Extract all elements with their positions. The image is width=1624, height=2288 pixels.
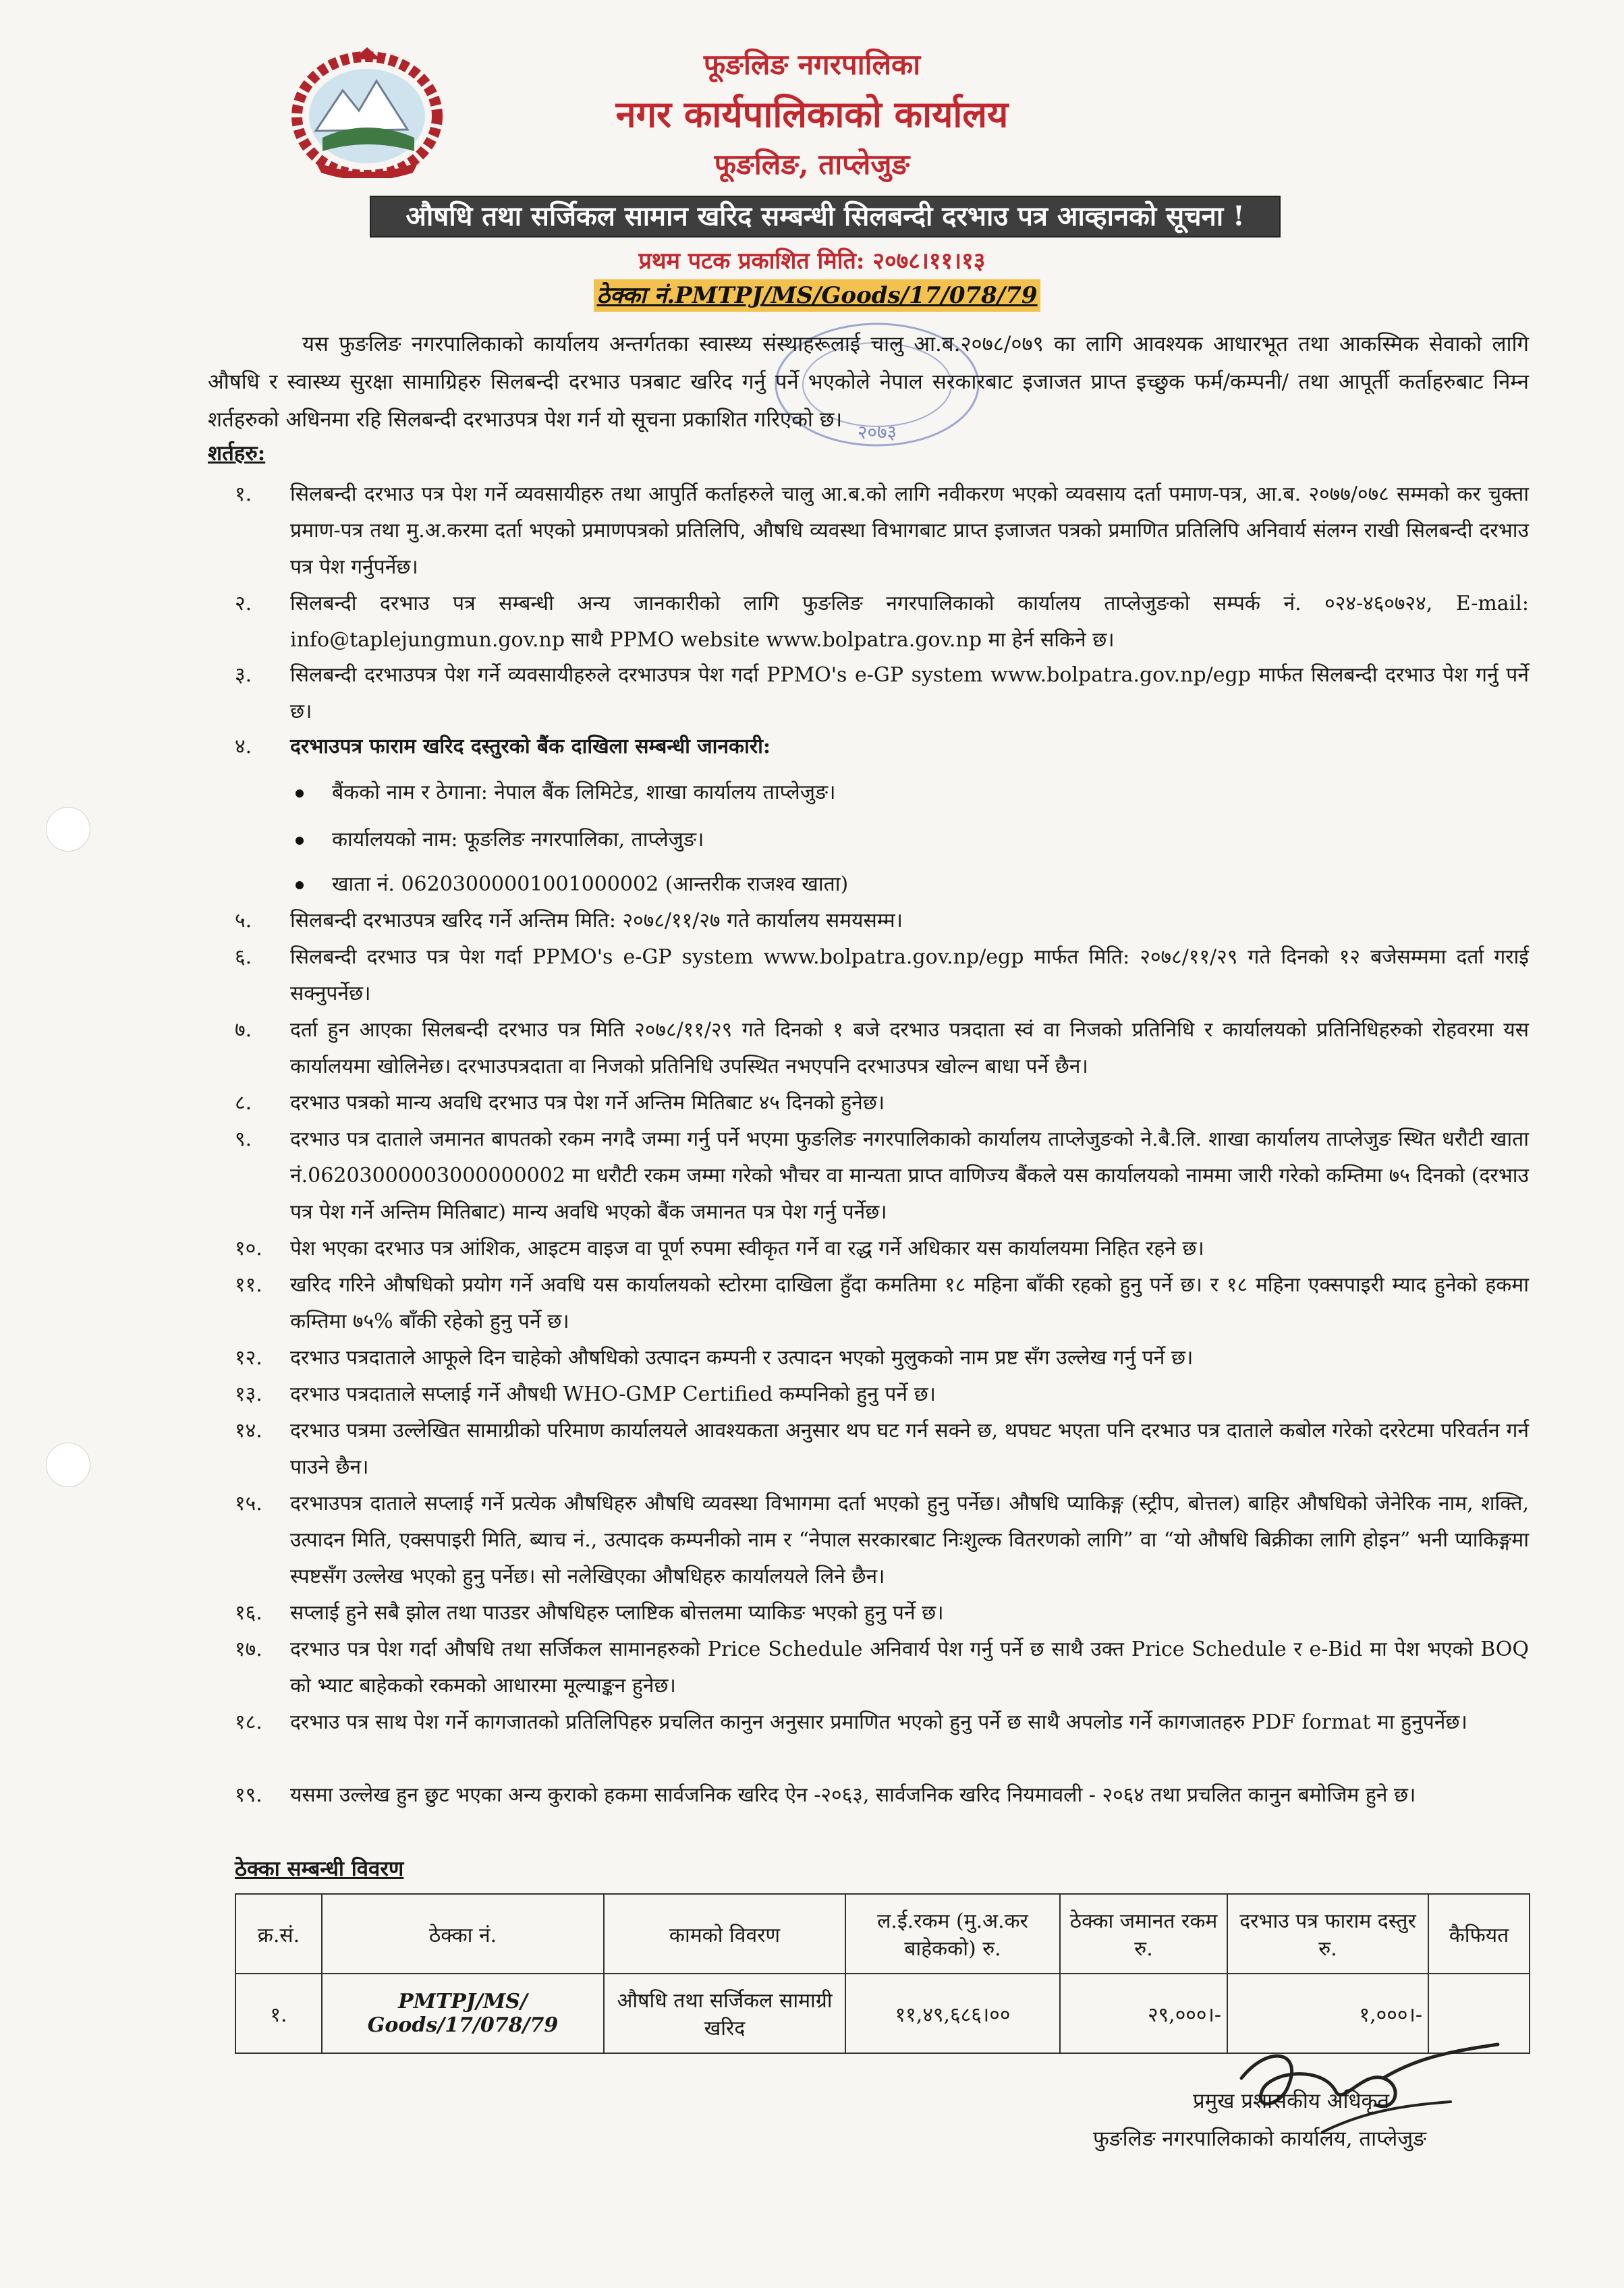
condition-number: ११. (235, 1273, 262, 1297)
condition-number: ४. (235, 735, 252, 758)
table-header-row (235, 1894, 1530, 1974)
stamp-year: २०७३ (857, 421, 897, 443)
conditions-heading: शर्तहरु: (208, 441, 266, 466)
table-cell: २९,०००।- (1060, 1974, 1227, 2053)
condition-number: ७. (235, 1018, 252, 1042)
table-header-cell: क्र.सं. (235, 1894, 322, 1974)
table-cell: १,०००।- (1227, 1974, 1428, 2053)
table-cell: ११,४९,६८६।०० (845, 1974, 1060, 2053)
condition-text: सिलबन्दी दरभाउपत्र पेश गर्ने व्यवसायीहरुले दरभाउपत्र पेश गर्दा PPMO's e-GP system www.bolpatra.gov.np/egp मार्फत सिलबन्दी दरभाउ पेश गर्नु पर्ने छ। (290, 663, 1529, 723)
intro-paragraph: यस फुङलिङ नगरपालिकाको कार्यालय अन्तर्गतका स्वास्थ्य संस्थाहरूलाई चालु आ.ब.२०७८/०७९ का लागि आवश्यक आधारभूत तथा आकस्मिक सेवाको लागि औषधि र स्वास्थ्य सुरक्षा सामाग्रिहरु सिलबन्दी दरभाउ पत्रबाट खरिद गर्नु पर्ने भएकोले नेपाल सरकारबाट इजाजत प्राप्त इच्छुक फर्म/कम्पनी/ तथा आपूर्ती कर्ताहरुबाट निम्न शर्तहरुको अधिनमा रहि सिलबन्दी दरभाउपत्र पेश गर्न यो सूचना प्रकाशित गरिएको छ। (208, 332, 1529, 432)
contract-number: ठेक्का नं.PMTPJ/MS/Goods/17/078/79 (594, 279, 1040, 312)
condition-text: दरभाउ पत्र पेश गर्दा औषधि तथा सर्जिकल सामानहरुको Price Schedule अनिवार्य पेश गर्नु पर्ने छ साथै उक्त Price Schedule र e-Bid मा पेश भएको BOQ को भ्याट बाहेकको रकमको आधारमा मूल्याङ्कन हुनेछ। (290, 1638, 1529, 1698)
table-heading: ठेक्का सम्बन्धी विवरण (235, 1857, 404, 1881)
condition-text: दर्ता हुन आएका सिलबन्दी दरभाउ पत्र मिति २०७८/११/२९ गते दिनको १ बजे दरभाउ पत्रदाता स्वं वा निजको प्रतिनिधि र कार्यालयको प्रतिनिधिहरुको रोहवरमा यस कार्यालयमा खोलिनेछ। दरभाउपत्रदाता वा निजको प्रतिनिधि उपस्थित नभएपनि दरभाउपत्र खोल्न बाधा पर्ने छैन। (290, 1018, 1529, 1078)
bullet-text: बैंकको नाम र ठेगाना: नेपाल बैंक लिमिटेड, शाखा कार्यालय ताप्लेजुङ। (332, 781, 836, 804)
condition-text: दरभाउपत्र फाराम खरिद दस्तुरको बैंक दाखिला सम्बन्धी जानकारी: (290, 735, 771, 758)
municipality-name: फूङलिङ नगरपालिका (703, 48, 921, 81)
condition-text: दरभाउ पत्र साथ पेश गर्ने कागजातको प्रतिलिपिहरु प्रचलित कानुन अनुसार प्रमाणित भएको हुनु पर्ने छ साथै अपलोड गर्ने कागजातहरु PDF format मा हुनुपर्नेछ। (290, 1710, 1467, 1734)
table-cell: PMTPJ/MS/ Goods/17/078/79 (322, 1974, 604, 2053)
condition-number: १२. (235, 1346, 262, 1370)
condition-number: ३. (235, 663, 252, 687)
bullet-text: खाता नं. 06203000001001000002 (आन्तरीक राजश्व खाता) (332, 872, 849, 896)
condition-text: दरभाउ पत्रदाताले सप्लाई गर्ने औषधी WHO-GMP Certified कम्पनिको हुनु पर्ने छ। (290, 1383, 936, 1406)
condition-text: पेश भएका दरभाउ पत्र आंशिक, आइटम वाइज वा पूर्ण रुपमा स्वीकृत गर्ने वा रद्ध गर्ने अधिकार यस कार्यालयमा निहित रहने छ। (290, 1237, 1204, 1260)
condition-text: यसमा उल्लेख हुन छुट भएका अन्य कुराको हकमा सार्वजनिक खरिद ऐन -२०६३, सार्वजनिक खरिद नियमावली - २०६४ तथा प्रचलित कानुन बमोजिम हुने छ। (290, 1783, 1416, 1807)
condition-text: दरभाउ पत्रको मान्य अवधि दरभाउ पत्र पेश गर्ने अन्तिम मितिबाट ४५ दिनको हुनेछ। (290, 1091, 885, 1115)
table-header-cell: ठेक्का नं. (322, 1894, 604, 1974)
condition-text: दरभाउ पत्र दाताले जमानत बापतको रकम नगदै जम्मा गर्नु पर्ने भएमा फुङलिङ नगरपालिकाको कार्यालय ताप्लेजुङको ने.बै.लि. शाखा कार्यालय ताप्लेजुङ स्थित धरौटी खाता नं.06203000003000000002 मा धरौटी रकम जम्मा गरेको भौचर वा मान्यता प्राप्त वाणिज्य बैंकले यस कार्यालयको नाममा जारी गरेको कम्तिमा ७५ दिनको (दरभाउ पत्र पेश गर्ने अन्तिम मितिबाट) मान्य अवधि भएको बैंक जमानत पत्र पेश गर्नु पर्नेछ। (290, 1127, 1529, 1224)
condition-number: ५. (235, 909, 252, 932)
table-header-cell: कामको विवरण (604, 1894, 845, 1974)
condition-number: १६. (235, 1601, 262, 1625)
condition-number: १४. (235, 1419, 262, 1443)
table-header-cell: ठेक्का जमानत रकम रु. (1060, 1894, 1227, 1974)
condition-text: दरभाउ पत्रदाताले आफूले दिन चाहेको औषधिको उत्पादन कम्पनी र उत्पादन भएको मुलुकको नाम प्रष्ट सँग उल्लेख गर्नु पर्ने छ। (290, 1346, 1194, 1370)
signatory-title: प्रमुख प्रशासकीय अधिकृत (1193, 2089, 1390, 2113)
condition-number: २. (235, 592, 252, 615)
condition-text: सप्लाई हुने सबै झोल तथा पाउडर औषधिहरु प्लाष्टिक बोत्तलमा प्याकिङ भएको हुनु पर्ने छ। (290, 1601, 944, 1625)
condition-text: सिलबन्दी दरभाउ पत्र पेश गर्दा PPMO's e-GP system www.bolpatra.gov.np/egp मार्फत मिति: २०७८/११/२९ गते दिनको १२ बजेसम्ममा दर्ता गराई सक्नुपर्नेछ। (290, 945, 1529, 1005)
condition-number: ८. (235, 1091, 252, 1115)
table-header-cell: ल.ई.रकम (मु.अ.कर बाहेकको) रु. (845, 1894, 1060, 1974)
table-cell: औषधि तथा सर्जिकल सामाग्री खरिद (604, 1974, 845, 2053)
condition-text: खरिद गरिने औषधिको प्रयोग गर्ने अवधि यस कार्यालयको स्टोरमा दाखिला हुँदा कमतिमा १८ महिना बाँकी रहको हुनु पर्ने छ। र १८ महिना एक्सपाइरी म्याद हुनेको हकमा कम्तिमा ७५% बाँकी रहेको हुनु पर्ने छ। (290, 1273, 1529, 1333)
condition-number: १०. (235, 1237, 262, 1260)
bullet-dot (296, 789, 304, 798)
bullet-text: कार्यालयको नाम: फूङलिङ नगरपालिका, ताप्लेजुङ। (332, 828, 704, 852)
notice-title: औषधि तथा सर्जिकल सामान खरिद सम्बन्धी सिलबन्दी दरभाउ पत्र आव्हानको सूचना ! (370, 196, 1281, 238)
punch-hole-lower (46, 1443, 90, 1487)
condition-number: १८. (235, 1710, 262, 1734)
condition-number: १. (235, 482, 252, 506)
office-location: फूङलिङ, ताप्लेजुङ (714, 148, 910, 181)
condition-number: ९. (235, 1127, 252, 1151)
condition-text: दरभाउ पत्रमा उल्लेखित सामाग्रीको परिमाण कार्यालयले आवश्यकता अनुसार थप घट गर्न सक्ने छ, थपघट भएता पनि दरभाउ पत्र दाताले कबोल गरेको दररेटमा परिवर्तन गर्न पाउने छैन। (290, 1419, 1529, 1479)
publication-date: प्रथम पटक प्रकाशित मिति: २०७८।११।१३ (638, 248, 986, 275)
bullet-dot (296, 837, 304, 845)
office-name: नगर कार्यपालिकाको कार्यालय (615, 92, 1009, 136)
punch-hole-upper (46, 807, 90, 852)
condition-text: दरभाउपत्र दाताले सप्लाई गर्ने प्रत्येक औषधिहरु औषधि व्यवस्था विभागमा दर्ता भएको हुनु पर्नेछ। औषधि प्याकिङ्ग (स्ट्रीप, बोत्तल) बाहिर औषधिको जेनेरिक नाम, शक्ति, उत्पादन मिति, एक्सपाइरी मिति, ब्याच नं., उत्पादक कम्पनीको नाम र “नेपाल सरकारबाट निःशुल्क वितरणको लागि” वा “यो औषधि बिक्रीका लागि होइन” भनी प्याकिङ्गमा स्पष्टसँग उल्लेख भएको हुनु पर्नेछ। सो नलेखिएका औषधिहरु कार्यालयले लिने छैन। (290, 1492, 1529, 1588)
condition-text: सिलबन्दी दरभाउ पत्र सम्बन्धी अन्य जानकारीको लागि फुङलिङ नगरपालिकाको कार्यालय ताप्लेजुङको सम्पर्क नं. ०२४-४६०७२४, E-mail: info@taplejungmun.gov.np साथै PPMO website www.bolpatra.gov.np मा हेर्न सकिने छ। (290, 592, 1529, 652)
condition-number: १७. (235, 1638, 262, 1661)
table-header-cell: कैफियत (1428, 1894, 1530, 1974)
table-header-cell: दरभाउ पत्र फाराम दस्तुर रु. (1227, 1894, 1428, 1974)
table-cell: १. (235, 1974, 322, 2053)
contract-details-table (235, 1893, 1530, 2054)
condition-text: सिलबन्दी दरभाउपत्र खरिद गर्ने अन्तिम मिति: २०७८/११/२७ गते कार्यालय समयसम्म। (290, 909, 903, 932)
signatory-office: फुङलिङ नगरपालिकाको कार्यालय, ताप्लेजुङ (1093, 2127, 1426, 2151)
condition-number: १३. (235, 1383, 262, 1406)
condition-number: १९. (235, 1783, 262, 1807)
condition-text: सिलबन्दी दरभाउ पत्र पेश गर्ने व्यवसायीहरु तथा आपुर्ति कर्ताहरुले चालु आ.ब.को लागि नवीकरण भएको व्यवसाय दर्ता पमाण-पत्र, आ.ब. २०७७/०७८ सम्मको कर चुक्ता प्रमाण-पत्र तथा मु.अ.करमा दर्ता भएको प्रमाणपत्रको प्रतिलिपि, औषधि व्यवस्था विभागबाट प्राप्त इजाजत पत्रको प्रमाणित प्रतिलिपि अनिवार्य संलग्न राखी सिलबन्दी दरभाउ पत्र पेश गर्नुपर्नेछ। (290, 482, 1529, 579)
bullet-dot (296, 881, 304, 889)
condition-number: १५. (235, 1492, 262, 1515)
condition-number: ६. (235, 945, 252, 969)
